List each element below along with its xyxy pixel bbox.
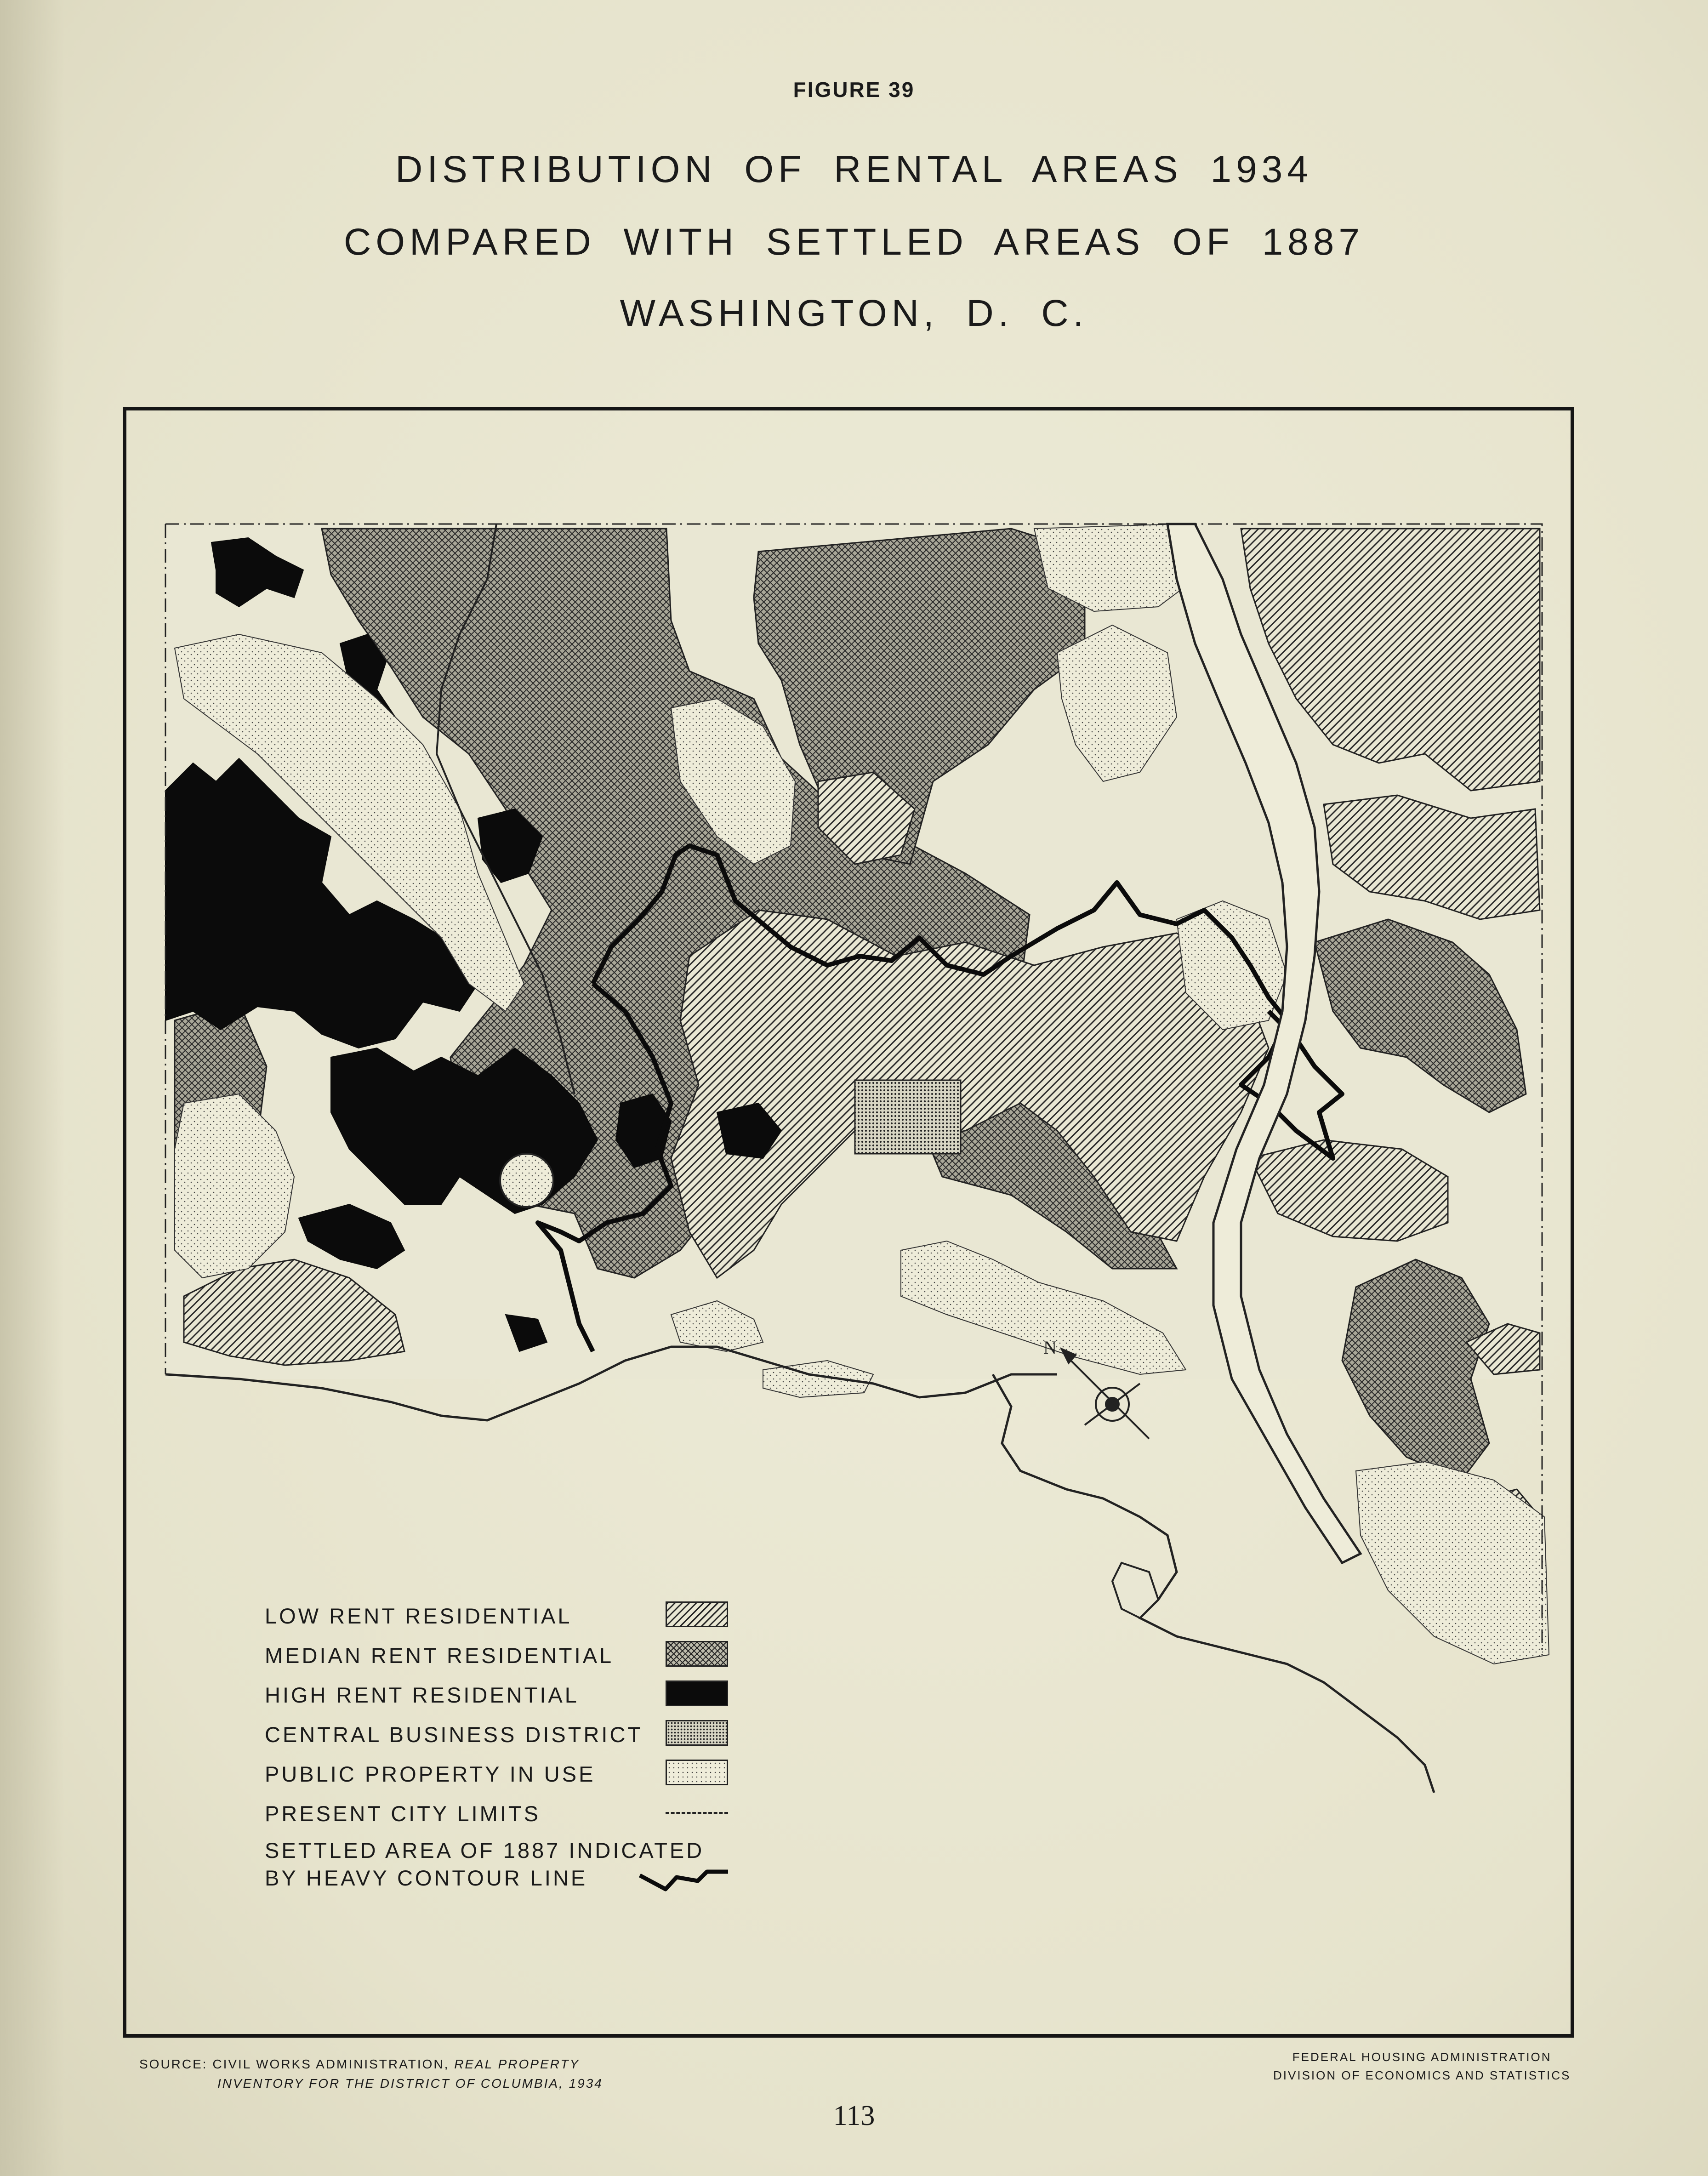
legend-item-settled-area xyxy=(265,1837,747,1897)
title-line-2: COMPARED WITH SETTLED AREAS OF 1887 xyxy=(344,221,1364,263)
settled-label-line1: SETTLED AREA OF 1887 INDICATED xyxy=(265,1838,705,1863)
figure-label: FIGURE 39 xyxy=(793,78,915,102)
map-legend xyxy=(265,1600,747,1897)
legend-label: LOW RENT RESIDENTIAL xyxy=(265,1604,572,1628)
source-title-part1: REAL PROPERTY xyxy=(454,2057,580,2071)
contour-line-swatch xyxy=(638,1867,730,1895)
legend-item-low-rent xyxy=(265,1600,747,1639)
median-rent-swatch xyxy=(666,1641,728,1667)
legend-label: PUBLIC PROPERTY IN USE xyxy=(265,1762,596,1786)
legend-item-city-limits xyxy=(265,1797,747,1837)
high-rent-swatch xyxy=(666,1680,728,1706)
low-rent-swatch xyxy=(666,1601,728,1627)
island-shoreline xyxy=(1112,1563,1158,1618)
legend-label: PRESENT CITY LIMITS xyxy=(265,1801,541,1826)
legend-label: HIGH RENT RESIDENTIAL xyxy=(265,1683,579,1707)
cbd-swatch xyxy=(666,1720,728,1746)
public-property-swatch xyxy=(666,1760,728,1785)
settled-label-line2: BY HEAVY CONTOUR LINE xyxy=(265,1866,588,1890)
potomac-lower-shore xyxy=(993,1374,1434,1793)
legend-item-cbd xyxy=(265,1718,747,1758)
city-limits-swatch xyxy=(666,1812,728,1814)
legend-item-median-rent xyxy=(265,1639,747,1679)
source-prefix: SOURCE: CIVIL WORKS ADMINISTRATION, xyxy=(139,2057,450,2071)
source-title-part2: INVENTORY FOR THE DISTRICT OF COLUMBIA, 1934 xyxy=(217,2076,603,2091)
page-number: 113 xyxy=(833,2100,875,2131)
north-arrow-letter: N xyxy=(1043,1337,1057,1358)
title-line-1: DISTRIBUTION OF RENTAL AREAS 1934 xyxy=(395,148,1313,190)
agency-credit xyxy=(1273,2048,1571,2085)
title-line-3: WASHINGTON, D. C. xyxy=(620,292,1088,334)
legend-label: CENTRAL BUSINESS DISTRICT xyxy=(265,1722,643,1747)
agency-line-1: FEDERAL HOUSING ADMINISTRATION xyxy=(1292,2050,1552,2064)
legend-item-high-rent xyxy=(265,1679,747,1718)
legend-label: MEDIAN RENT RESIDENTIAL xyxy=(265,1643,614,1668)
agency-line-2: DIVISION OF ECONOMICS AND STATISTICS xyxy=(1273,2068,1571,2082)
central-business-district xyxy=(855,1080,961,1154)
legend-item-public-property xyxy=(265,1758,747,1797)
source-citation xyxy=(139,2055,603,2093)
